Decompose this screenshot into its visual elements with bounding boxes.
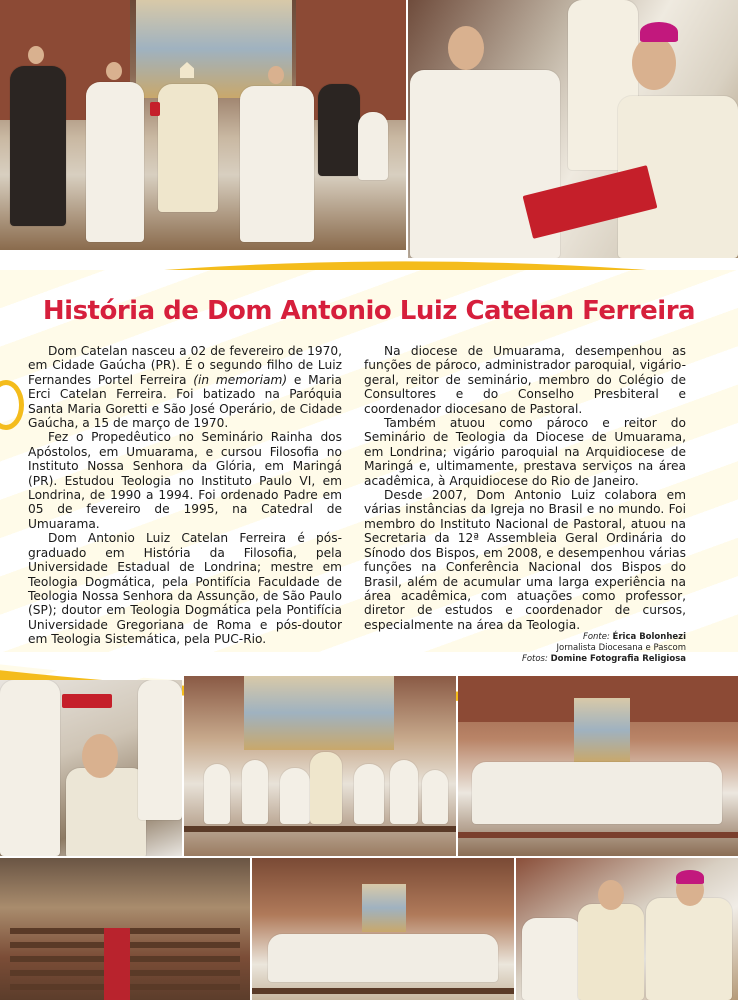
paragraph: Fez o Propedêutico no Seminário Rainha dos Apóstolos, em Umuarama, e cursou Filosofia no Instituto Nossa Senhora da Glória, em Maringá (PR). Estudou Teologia no Instituto Paulo VI, em Londrina, de 1990 a 1994. Foi ordenado Padre em 05 de fevereiro de 1995, na Catedral de Umuarama. <box>28 430 342 531</box>
photo-clergy-sanctuary <box>252 858 514 1000</box>
photo-bishops-closeup <box>516 858 738 1000</box>
article-column-left <box>28 344 342 647</box>
photo-bishops-group <box>458 676 738 856</box>
paragraph: Dom Antonio Luiz Catelan Ferreira é pós-graduado em História da Filosofia, pela Universidade Estadual de Londrina; mestre em Teologia Dogmática, pela Pontifícia Faculdade de Teologia Nossa Senhora da Assunção, de São Paulo (SP); doutor em Teologia Dogmática pela Pontifícia Universidade Gregoriana de Roma e pós-doutor em Teologia Sistemática, pela PUC-Rio. <box>28 531 342 647</box>
photo-bishop-portrait <box>0 680 182 856</box>
photo-ordination-altar <box>0 0 406 250</box>
article-title: História de Dom Antonio Luiz Catelan Ferreira <box>42 296 696 326</box>
photo-cathedral-interior <box>0 858 250 1000</box>
photo-bishop-reading <box>408 0 738 258</box>
photo-prostration <box>184 676 456 856</box>
paragraph: Dom Catelan nasceu a 02 de fevereiro de 1970, em Cidade Gaúcha (PR). É o segundo filho de Luiz Fernandes Portel Ferreira (in memoriam) e Maria Erci Catelan Ferreira. Foi batizado na Paróquia Santa Maria Goretti e São José Operário, de Cidade Gaúcha, a 15 de março de 1970. <box>28 344 342 431</box>
paragraph: Desde 2007, Dom Antonio Luiz colabora em várias instâncias da Igreja no Brasil e no mundo. Foi membro do Instituto Nacional de Pastoral, atuou na Secretaria da 12ª Assembleia Geral Ordinária do Sínodo dos Bispos, em 2008, e desempenhou várias funções na Conferência Nacional dos Bispos do Brasil, além de acumular uma larga experiência na área acadêmica, com atuações como professor, diretor de estudos e coordenador de cursos, especialmente na área da Teologia. <box>364 488 686 632</box>
photo-credits: Fonte: Érica Bolonhezi Jornalista Diocesana e Pascom Fotos: Domine Fotografia Religiosa <box>521 632 686 664</box>
article-column-right <box>364 344 686 632</box>
paragraph: Também atuou como pároco e reitor do Seminário de Teologia da Diocese de Umuarama, em Londrina; vigário paroquial na Arquidiocese de Maringá e, ultimamente, prestava serviços na área acadêmica, à Arquidiocese do Rio de Janeiro. <box>364 416 686 488</box>
paragraph: Na diocese de Umuarama, desempenhou as funções de pároco, administrador paroquial, vigário-geral, reitor de seminário, membro do Colégio de Consultores e do Conselho Presbiteral e coordenador diocesano de Pastoral. <box>364 344 686 416</box>
